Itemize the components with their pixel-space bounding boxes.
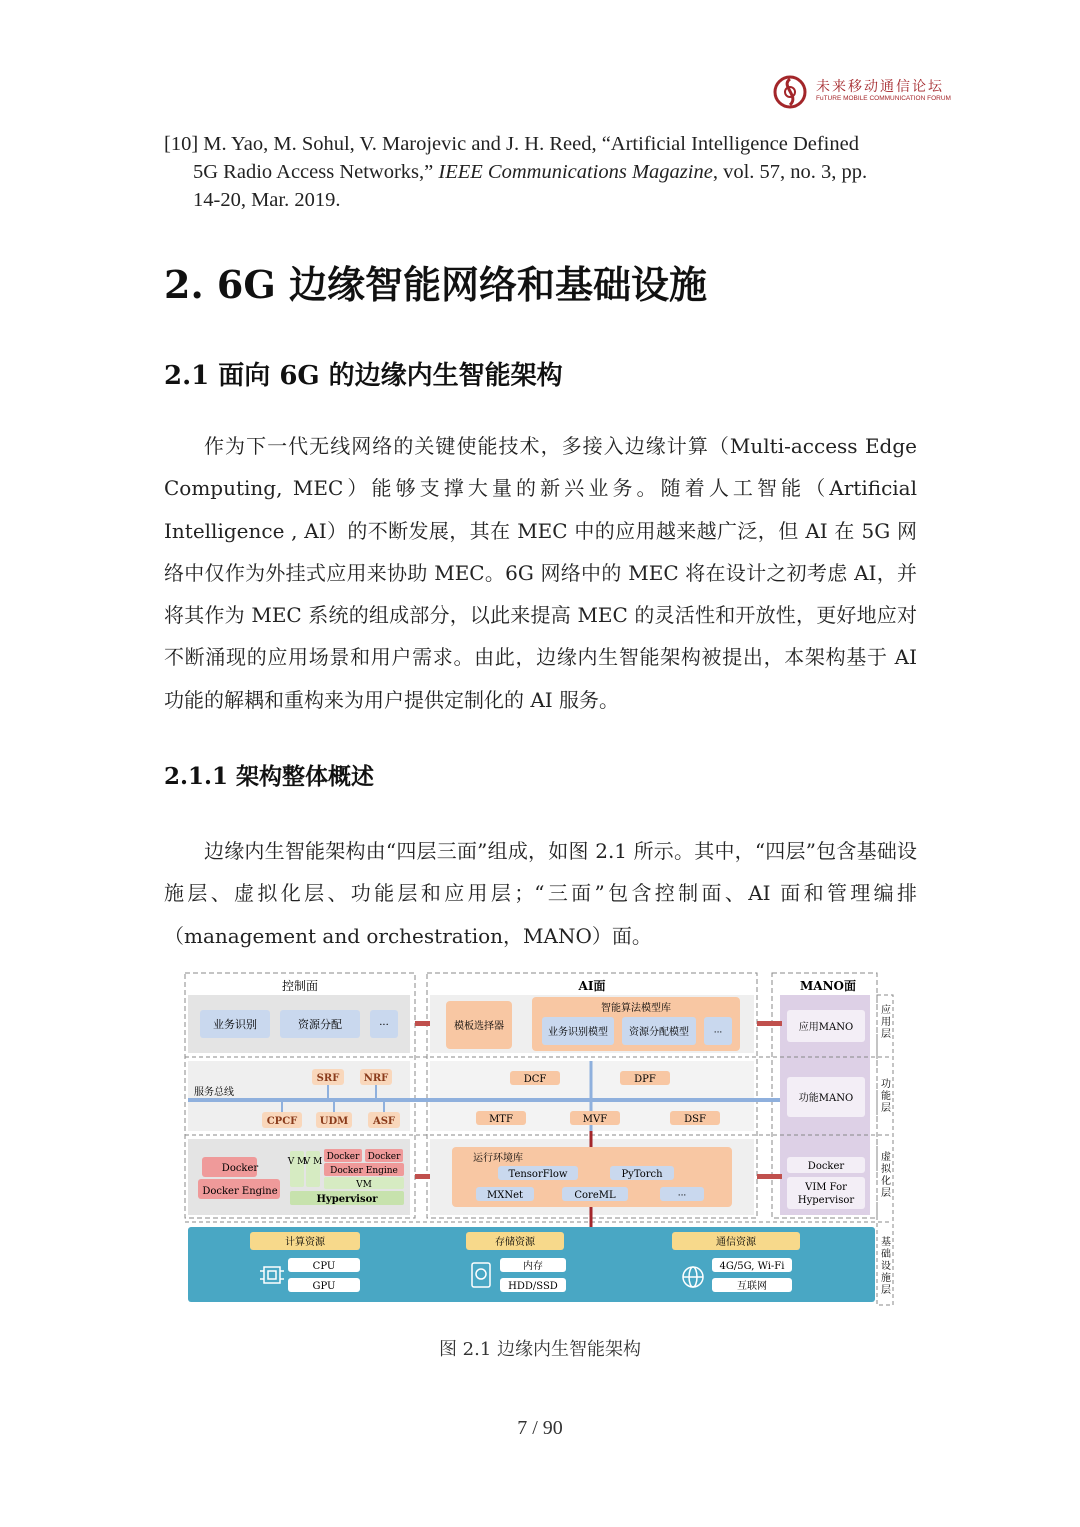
comm-title: 通信资源	[716, 1237, 756, 1248]
control-app-item: ···	[379, 1020, 389, 1031]
layer-label-func: 功能层	[881, 1079, 891, 1114]
logo-title-en: FuTURE MOBILE COMMUNICATION FORUM	[816, 95, 951, 102]
mano-vim-b: Hypervisor	[797, 1195, 855, 1206]
layer-label-infra: 基础设施层	[881, 1237, 891, 1296]
compute-title: 计算资源	[285, 1237, 325, 1248]
ai-plane-label: AI面	[578, 979, 606, 993]
vm-b-box: V M	[303, 1157, 323, 1167]
nf-cpcf: CPCF	[266, 1116, 298, 1127]
overview-paragraph: 边缘内生智能架构由“四层三面”组成，如图 2.1 所示。其中，“四层”包含基础设施层、虚拟化层、功能层和应用层；“三面”包含控制面、AI 面和管理编排（management and orchestration，MANO）面。	[164, 839, 917, 948]
layer-label-virt: 虚拟化层	[881, 1152, 891, 1199]
comm-item: 互联网	[737, 1281, 767, 1292]
vm-label-box: VM	[356, 1180, 372, 1190]
comm-item: 4G/5G, Wi-Fi	[719, 1261, 785, 1272]
nf-nrf: NRF	[363, 1073, 389, 1084]
runtime-library-title: 运行环境库	[473, 1153, 523, 1164]
framework-item: CoreML	[574, 1190, 616, 1201]
storage-item: 内存	[523, 1261, 543, 1272]
control-app-item: 资源分配	[298, 1018, 342, 1031]
model-selector: 模板选择器	[454, 1021, 504, 1032]
mano-vim-a: VIM For	[805, 1182, 847, 1193]
ai-model-item: 业务识别模型	[548, 1027, 608, 1038]
mano-app: 应用MANO	[798, 1022, 854, 1033]
framework-item: ···	[677, 1191, 687, 1201]
reference-line-1: [10] M. Yao, M. Sohul, V. Marojevic and J. H. Reed, “Artificial Intelligence Defined	[164, 133, 859, 155]
mano-docker: Docker	[807, 1161, 845, 1172]
layer-label-app: 应用层	[881, 1005, 891, 1040]
func-mtf: MTF	[489, 1114, 513, 1125]
intro-paragraph: 作为下一代无线网络的关键使能技术，多接入边缘计算（Multi-access Edge Computing, MEC）能够支撑大量的新兴业务。随着人工智能（Artificial Intelligence , AI）的不断发展，其在 MEC 中的应用越来越广泛，但 AI 在 5G 网络中仅作为外挂式应用来协助 MEC。6G 网络中的 MEC 将在设计之初考虑 AI，并将其作为 MEC 系统的组成部分，以此来提高 MEC 的灵活性和开放性，更好地应对不断涌现的应用场景和用户需求。由此，边缘内生智能架构被提出，本架构基于 AI 功能的解耦和重构来为用户提供定制化的 AI 服务。	[164, 434, 917, 712]
framework-item: PyTorch	[621, 1169, 663, 1180]
reference-line-2: 5G Radio Access Networks,” IEEE Communications Magazine, vol. 57, no. 3, pp.	[193, 161, 868, 183]
subsection-title: 2.1 面向 6G 的边缘内生智能架构	[164, 361, 563, 391]
func-dcf: DCF	[523, 1074, 547, 1085]
ai-model-item: ···	[713, 1028, 723, 1038]
control-plane-label: 控制面	[281, 979, 319, 993]
storage-item: HDD/SSD	[508, 1281, 558, 1292]
mano-func: 功能MANO	[798, 1093, 854, 1104]
storage-title: 存储资源	[495, 1237, 535, 1248]
ai-model-item: 资源分配模型	[629, 1027, 689, 1038]
model-library-title: 智能算法模型库	[601, 1003, 671, 1014]
docker-box: Docker	[221, 1163, 259, 1174]
service-bus-label: 服务总线	[194, 1087, 234, 1098]
mano-plane-label: MANO面	[799, 979, 857, 993]
control-app-item: 业务识别	[213, 1018, 257, 1031]
journal-name: IEEE Communications Magazine	[438, 161, 713, 183]
nf-srf: SRF	[316, 1073, 340, 1084]
reference-line-3: 14-20, Mar. 2019.	[193, 189, 341, 211]
reference-entry	[164, 130, 924, 214]
hypervisor-box: Hypervisor	[316, 1194, 378, 1205]
func-mvf: MVF	[582, 1114, 608, 1125]
docker-engine-box: Docker Engine	[202, 1186, 278, 1197]
func-dpf: DPF	[634, 1074, 656, 1085]
figure-caption: 图 2.1 边缘内生智能架构	[438, 1339, 642, 1360]
inner-docker-a: Docker	[326, 1152, 360, 1162]
forum-logo	[772, 74, 952, 110]
framework-item: TensorFlow	[508, 1169, 568, 1180]
page-number: 7 / 90	[517, 1417, 563, 1439]
layer-names-hidden: 应用层功能层虚拟化层基础设施层	[180, 965, 195, 966]
logo-title-cn: 未来移动通信论坛	[816, 79, 944, 95]
compute-item: CPU	[312, 1261, 336, 1272]
nf-asf: ASF	[372, 1116, 396, 1127]
subsubsection-title: 2.1.1 架构整体概述	[164, 763, 375, 790]
architecture-figure	[180, 965, 900, 1315]
forum-logo-icon	[772, 74, 812, 110]
inner-docker-engine: Docker Engine	[330, 1166, 398, 1176]
section-title: 2. 6G 边缘智能网络和基础设施	[164, 262, 708, 307]
nf-udm: UDM	[319, 1116, 349, 1127]
inner-docker-b: Docker	[367, 1152, 401, 1162]
vm-a-box: V M	[287, 1157, 307, 1167]
compute-item: GPU	[312, 1281, 336, 1292]
framework-item: MXNet	[486, 1190, 524, 1201]
func-dsf: DSF	[684, 1114, 706, 1125]
